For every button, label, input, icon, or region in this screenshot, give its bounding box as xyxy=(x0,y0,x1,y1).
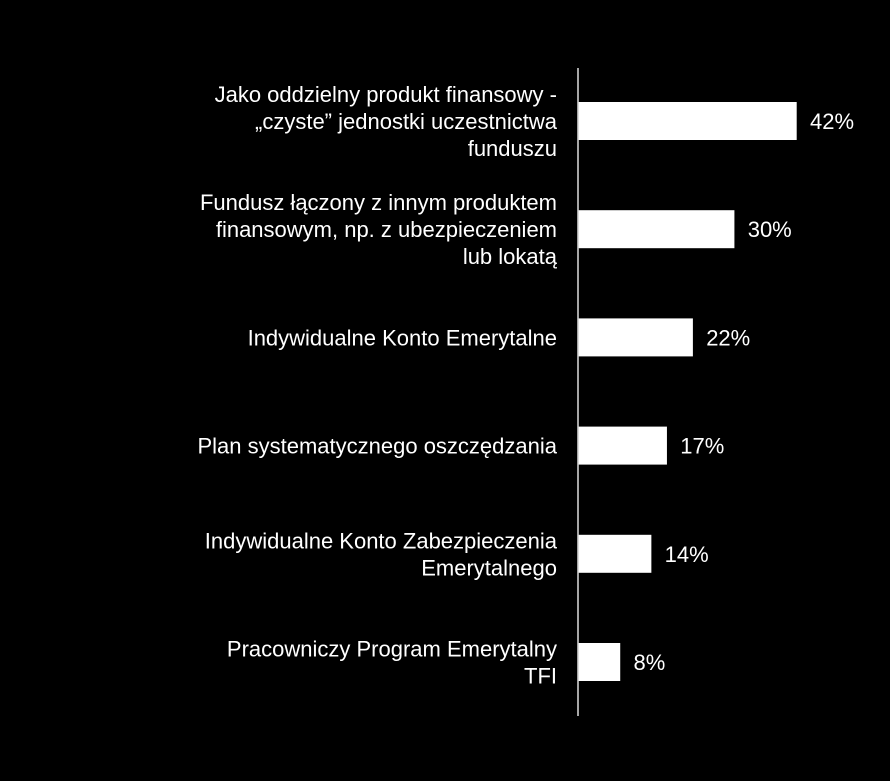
category-label xyxy=(248,325,557,350)
bar xyxy=(579,427,667,465)
data-label: 30% xyxy=(747,217,792,243)
category-label xyxy=(200,190,558,269)
category-label xyxy=(205,528,558,580)
data-label: 14% xyxy=(664,541,709,567)
category-label-line: funduszu xyxy=(467,136,557,161)
data-label: 17% xyxy=(680,433,725,459)
category-label-line: Pracowniczy Program Emerytalny xyxy=(226,636,557,662)
category-label-line: finansowym, np. z ubezpieczeniem xyxy=(215,217,557,243)
data-label: 8% xyxy=(633,650,666,675)
data-label: 22% xyxy=(706,325,751,351)
category-label-line: „czyste” jednostki uczestnictwa xyxy=(255,109,557,134)
category-label xyxy=(215,82,558,161)
category-label xyxy=(227,637,557,689)
category-label-line: lub lokatą xyxy=(462,244,557,270)
category-label-line: Indywidualne Konto Emerytalne xyxy=(247,325,557,351)
category-label-line: Indywidualne Konto Zabezpieczenia xyxy=(204,528,557,554)
category-label xyxy=(197,434,557,459)
category-label-line: Jako oddzielny produkt finansowy - xyxy=(214,82,557,107)
bar xyxy=(579,643,621,681)
category-label-line: Plan systematycznego oszczędzania xyxy=(197,433,557,459)
data-label: 42% xyxy=(810,109,855,134)
bar xyxy=(579,318,693,356)
bar xyxy=(579,102,797,140)
bar xyxy=(579,210,735,248)
bar xyxy=(579,535,652,573)
category-label-line: Fundusz łączony z innym produktem xyxy=(199,190,557,216)
category-label-line: TFI xyxy=(524,663,557,689)
category-label-line: Emerytalnego xyxy=(421,555,557,581)
